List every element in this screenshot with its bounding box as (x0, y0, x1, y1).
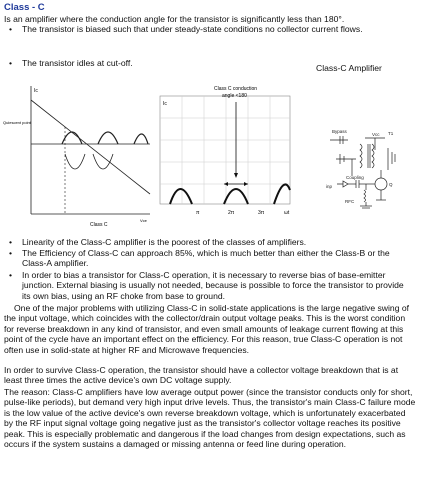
class-c-figure (0, 72, 421, 232)
left-caption: Class C (90, 222, 108, 228)
intro-text: Is an amplifier where the conduction angle for the transistor is significantly less than 180°. (4, 14, 345, 24)
body-paragraph: The reason: Class-C amplifiers have low average output power (since the transistor conducts only for short, pulse-like periods), but demand very high input drive levels. Thus, the transistor's main Class-C failure mode is the low value of the active device's own reverse breakdown voltage, which is unfortunately exacerbated by the RF input signal voltage going negative just as the transistor's collector voltage reaches its positive peak. This is especially problematic and dangerous if the load changes from design expectations, such as occurs if the system sustains a damaged or missing antenna or feed line during operation. (4, 387, 416, 450)
left-graph (3, 86, 150, 228)
x-tick-3pi: 3π (258, 210, 265, 216)
rf-choke (364, 190, 366, 202)
coupling-label: Coupling (346, 175, 364, 180)
bullet-item (9, 270, 414, 301)
input-port (337, 181, 348, 187)
ic-label: Ic (34, 88, 38, 94)
inp-label: inp (326, 184, 333, 189)
bullet-dot: • (9, 58, 13, 68)
transistor (375, 178, 387, 190)
bypass-label: Bypass (332, 129, 347, 134)
conduction-label: Class C conduction (214, 86, 258, 92)
bullet-dot: • (9, 237, 13, 247)
bullet-text: The Efficiency of Class-C can approach 85%, which is much better than either the Class-B or the Class-A amplifier. (22, 248, 390, 269)
bullet-text: Linearity of the Class-C amplifier is the poorest of the classes of amplifiers. (22, 237, 307, 247)
body-paragraph: One of the major problems with utilizing Class-C in solid-state applications is the large negative swing of the input voltage, which coincides with the collector/drain output voltage peaks. This is the worst condition for reverse breakdown in any kind of transistor, and even small amounts of leakage current flowing at this point of the cycle have an important effect on the efficiency. For this reason, true Class-C operation is not often use in solid-state at higher RF and Microwave frequencies. (4, 303, 410, 355)
bullet-dot: • (9, 248, 13, 258)
q-label: Q (389, 182, 393, 187)
ic-label: Ic (163, 101, 167, 107)
transformer-secondary (372, 144, 374, 168)
figure-label: Class-C Amplifier (316, 63, 382, 73)
quiescent-label: Quiescent point (3, 120, 31, 125)
bullet-dot: • (9, 24, 13, 34)
bullet-item (9, 24, 414, 34)
bullet-text: In order to bias a transistor for Class-C operation, it is necessary to reverse bias of base-emitter junction. External biasing is usually not needed, because is possible to force the transistor to provide its own bias, using an RF choke from base to ground. (22, 270, 404, 301)
bullet-item (9, 237, 414, 247)
load-line (31, 100, 150, 194)
vce-label: Vce (140, 218, 147, 223)
transformer-primary (360, 144, 362, 168)
conduction-label-angle: angle <180 (222, 93, 247, 99)
plot-frame (160, 96, 290, 204)
x-tick-2pi: 2π (228, 210, 235, 216)
x-tick-pi: π (196, 210, 200, 216)
t1-label: T1 (388, 131, 394, 136)
body-paragraph: In order to survive Class-C operation, the transistor should have a collector voltage breakdown that is at least three times the active device's own DC voltage supply. (4, 365, 399, 386)
bullet-text: The transistor idles at cut-off. (22, 58, 133, 68)
page-title: Class - C (4, 2, 45, 13)
bullet-dot: • (9, 270, 13, 280)
middle-graph (160, 86, 290, 216)
output-pulses (62, 132, 148, 144)
vcc-label: Vcc (372, 132, 380, 137)
circuit-schematic (326, 129, 395, 208)
rfc-label: RFC (345, 199, 355, 204)
bullet-text: The transistor is biased such that under steady-state conditions no collector current flows. (22, 24, 363, 34)
input-sine (65, 154, 113, 169)
x-tick-wt: ωt (284, 210, 290, 216)
bullet-item (9, 248, 414, 269)
